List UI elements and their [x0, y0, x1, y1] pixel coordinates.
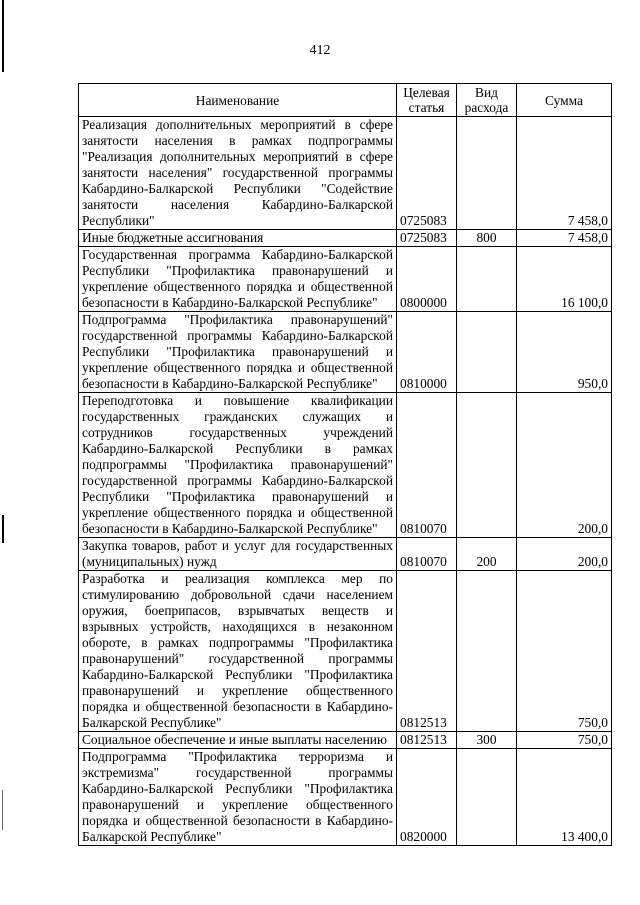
row-name: Государственная программа Кабардино-Балкарской Республики "Профилактика правонарушений и укрепление общественного порядка и общественной безопасности в Кабардино-Балкарской Республике" — [79, 247, 397, 312]
row-name: Закупка товаров, работ и услуг для государственных (муниципальных) нужд — [79, 538, 397, 571]
row-sum: 950,0 — [517, 312, 612, 393]
row-name: Подпрограмма "Профилактика терроризма и экстремизма" государственной программы Кабардино-Балкарской Республики "Профилактика правонарушений и укрепление общественного порядка и общественной безопасности в Кабардино-Балкарской Республике" — [79, 749, 397, 846]
row-name: Переподготовка и повышение квалификации государственных гражданских служащих и сотрудников государственных учреждений Кабардино-Балкарской Республики в рамках подпрограммы "Профилактика правонарушений" государственной программы Кабардино-Балкарской Республики "Профилактика правонарушений и укрепление общественного порядка и общественной безопасности в Кабардино-Балкарской Республике" — [79, 393, 397, 538]
row-target-article: 0800000 — [397, 247, 457, 312]
row-name: Подпрограмма "Профилактика правонарушений" государственной программы Кабардино-Балкарской Республики "Профилактика правонарушений и укрепление общественного порядка и общественной безопасности в Кабардино-Балкарской Республике" — [79, 312, 397, 393]
row-sum: 13 400,0 — [517, 749, 612, 846]
row-expense-type: 300 — [457, 732, 517, 749]
row-expense-type: 200 — [457, 538, 517, 571]
row-target-article: 0820000 — [397, 749, 457, 846]
row-name: Социальное обеспечение и иные выплаты населению — [79, 732, 397, 749]
row-name: Иные бюджетные ассигнования — [79, 230, 397, 247]
row-name: Разработка и реализация комплекса мер по стимулированию добровольной сдачи населением оружия, боеприпасов, взрывчатых веществ и взрывных устройств, находящихся в незаконном обороте, в рамках подпрограммы "Профилактика правонарушений" государственной программы Кабардино-Балкарской Республики "Профилактика правонарушений и укрепление общественного порядка и общественной безопасности в Кабардино-Балкарской Республике" — [79, 571, 397, 732]
row-target-article: 0725083 — [397, 230, 457, 247]
header-expense-type: Вид расхода — [457, 84, 517, 117]
row-sum: 7 458,0 — [517, 230, 612, 247]
row-target-article: 0725083 — [397, 117, 457, 230]
row-sum: 200,0 — [517, 538, 612, 571]
header-name: Наименование — [79, 84, 397, 117]
budget-table — [78, 83, 612, 846]
row-expense-type — [457, 117, 517, 230]
page-number: 412 — [309, 43, 331, 58]
table-row — [79, 571, 612, 732]
scan-edge-mark-bottom — [2, 790, 3, 830]
row-sum: 7 458,0 — [517, 117, 612, 230]
table-row — [79, 230, 612, 247]
row-expense-type: 800 — [457, 230, 517, 247]
table-header-row — [79, 84, 612, 117]
table-row — [79, 312, 612, 393]
table-row — [79, 749, 612, 846]
row-target-article: 0812513 — [397, 732, 457, 749]
row-target-article: 0810000 — [397, 312, 457, 393]
row-expense-type — [457, 312, 517, 393]
table-row — [79, 538, 612, 571]
table-row — [79, 117, 612, 230]
row-target-article: 0810070 — [397, 393, 457, 538]
scan-edge-mark-top — [2, 0, 4, 72]
row-target-article: 0810070 — [397, 538, 457, 571]
row-expense-type — [457, 749, 517, 846]
row-sum: 16 100,0 — [517, 247, 612, 312]
header-target-article: Целевая статья — [397, 84, 457, 117]
row-name: Реализация дополнительных мероприятий в сфере занятости населения в рамках подпрограммы "Реализация дополнительных мероприятий в сфере занятости населения" государственной программы Кабардино-Балкарской Республики "Содействие занятости населения Кабардино-Балкарской Республики" — [79, 117, 397, 230]
row-sum: 200,0 — [517, 393, 612, 538]
row-expense-type — [457, 571, 517, 732]
row-target-article: 0812513 — [397, 571, 457, 732]
scan-edge-mark-middle — [2, 515, 4, 543]
table-row — [79, 732, 612, 749]
header-sum: Сумма — [517, 84, 612, 117]
table-row — [79, 247, 612, 312]
table-row — [79, 393, 612, 538]
row-expense-type — [457, 247, 517, 312]
row-sum: 750,0 — [517, 732, 612, 749]
row-expense-type — [457, 393, 517, 538]
row-sum: 750,0 — [517, 571, 612, 732]
